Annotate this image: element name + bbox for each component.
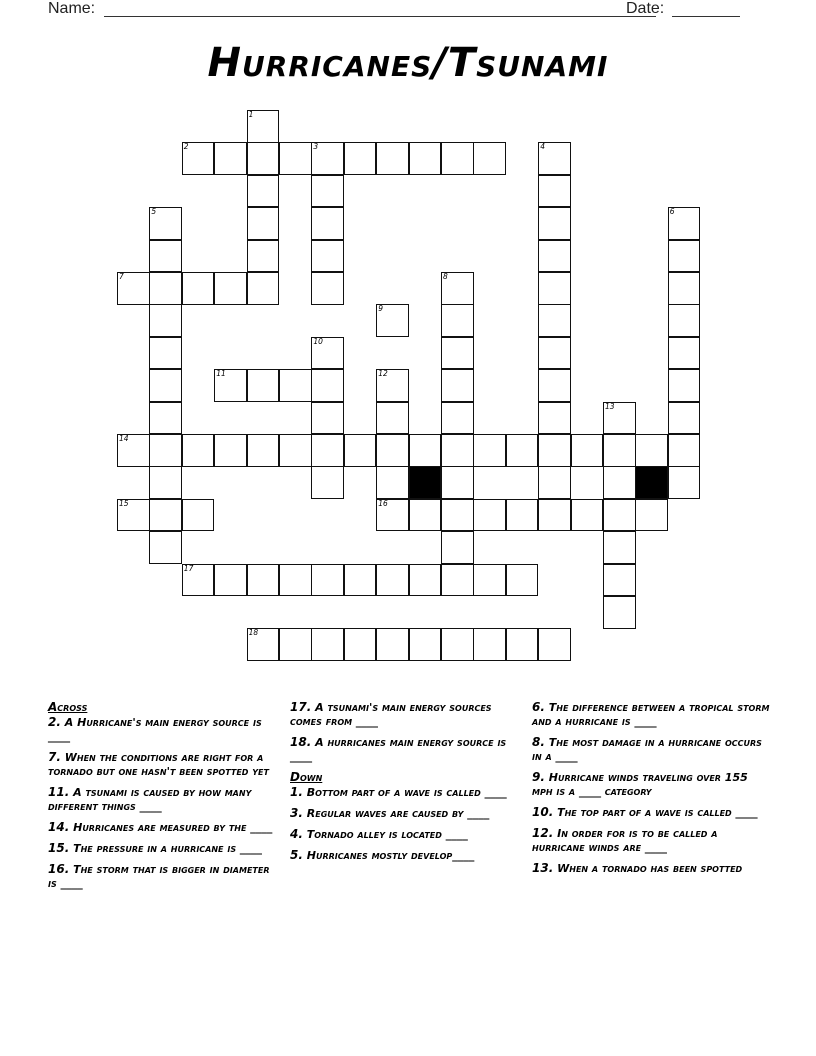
clue-across-14: 14. Hurricanes are measured by the ____ [48,820,273,834]
grid-cell[interactable] [214,142,247,175]
grid-cell[interactable] [538,369,571,402]
grid-cell[interactable] [603,466,636,499]
grid-cell[interactable] [441,466,474,499]
grid-cell[interactable] [441,142,474,175]
grid-cell[interactable] [538,304,571,337]
grid-cell[interactable] [473,142,506,175]
clue-across-2: 2. A Hurricane's main energy source is ____ [48,715,262,743]
grid-cell[interactable] [506,434,539,467]
grid-cell[interactable] [441,564,474,597]
cell-number: 9 [378,304,383,314]
grid-cell[interactable] [603,531,636,564]
grid-cell[interactable] [668,337,701,370]
grid-cell[interactable] [441,272,474,305]
grid-cell[interactable] [571,499,604,532]
grid-cell[interactable] [279,142,312,175]
grid-cell[interactable] [149,531,182,564]
grid-cell[interactable] [376,564,409,597]
grid-cell[interactable] [538,499,571,532]
grid-cell[interactable] [311,402,344,435]
clue-across-7: 7. When the conditions are right for a tornado but one hasn't been spotted yet [48,750,269,778]
grid-cell[interactable] [538,175,571,208]
grid-cell[interactable] [603,596,636,629]
grid-cell[interactable] [311,628,344,661]
cell-number: 4 [540,142,545,152]
grid-cell[interactable] [149,337,182,370]
grid-cell[interactable] [441,304,474,337]
grid-cell[interactable] [311,207,344,240]
grid-cell[interactable] [117,434,150,467]
grid-cell[interactable] [247,272,280,305]
grid-cell[interactable] [182,142,215,175]
cell-number: 8 [443,272,448,281]
puzzle-title: Hurricanes/Tsunami [207,40,609,86]
clue-down-9: 9. Hurricane winds traveling over 155 mph is a ____ category [532,770,748,798]
down-heading: Down [290,770,323,784]
grid-cell[interactable] [376,369,409,402]
grid-cell[interactable] [311,434,344,467]
grid-cell[interactable] [247,175,280,208]
grid-cell[interactable] [668,402,701,435]
clues-column-3 [532,700,772,882]
cell-number: 7 [119,272,124,281]
clue-across-15: 15. The pressure in a hurricane is ____ [48,841,262,855]
grid-cell[interactable] [279,369,312,402]
grid-cell[interactable] [182,272,215,305]
cell-number: 3 [313,142,319,152]
grid-cell[interactable] [311,466,344,499]
grid-cell[interactable] [149,207,182,240]
cell-number: 1 [248,110,254,119]
grid-cell[interactable] [409,564,442,597]
grid-cell[interactable] [538,142,571,175]
grid-cell[interactable] [344,628,377,661]
grid-cell[interactable] [376,499,409,532]
grid-cell[interactable] [149,369,182,402]
name-label: Name: [48,0,96,17]
grid-cell[interactable] [247,207,280,240]
cell-number: 2 [183,142,189,152]
clue-down-1: 1. Bottom part of a wave is called ____ [290,785,507,799]
grid-cell[interactable] [149,499,182,532]
grid-cell[interactable] [247,142,280,175]
grid-cell[interactable] [149,240,182,273]
clue-across-18: 18. A hurricanes main energy source is ____ [290,735,507,763]
grid-cell[interactable] [182,564,215,597]
cell-number: 5 [151,207,157,217]
grid-cell[interactable] [538,402,571,435]
grid-cell[interactable] [214,434,247,467]
grid-cell[interactable] [506,564,539,597]
grid-cell[interactable] [473,499,506,532]
grid-cell[interactable] [376,402,409,435]
grid-cell[interactable] [441,531,474,564]
grid-cell[interactable] [441,369,474,402]
grid-cell[interactable] [214,564,247,597]
grid-cell[interactable] [279,628,312,661]
cell-number: 11 [216,369,226,379]
grid-cell[interactable] [473,628,506,661]
grid-cell[interactable] [376,434,409,467]
cell-number: 16 [378,498,388,508]
grid-cell[interactable] [311,175,344,208]
grid-cell[interactable] [311,369,344,402]
clue-down-3: 3. Regular waves are caused by ____ [290,806,490,820]
black-cell [409,466,442,499]
grid-cell[interactable] [409,434,442,467]
grid-cell[interactable] [376,142,409,175]
grid-cell[interactable] [247,628,280,661]
grid-cell[interactable] [668,207,701,240]
grid-cell[interactable] [149,402,182,435]
grid-cell[interactable] [538,337,571,370]
grid-cell[interactable] [668,304,701,337]
grid-cell[interactable] [311,337,344,370]
grid-cell[interactable] [441,402,474,435]
grid-cell[interactable] [538,434,571,467]
grid-cell[interactable] [149,466,182,499]
grid-cell[interactable] [473,564,506,597]
grid-cell[interactable] [635,434,668,467]
grid-cell[interactable] [279,434,312,467]
grid-cell[interactable] [538,466,571,499]
grid-cell[interactable] [441,628,474,661]
grid-cell[interactable] [538,240,571,273]
grid-cell[interactable] [311,240,344,273]
clue-down-4: 4. Tornado alley is located ____ [290,827,468,841]
clue-down-6: 6. The difference between a tropical storm and a hurricane is ____ [532,700,770,728]
cell-number: 18 [248,628,259,638]
grid-cell[interactable] [603,499,636,532]
clues-column-2 [290,700,520,869]
grid-cell[interactable] [538,628,571,661]
grid-cell[interactable] [182,499,215,532]
grid-cell[interactable] [409,499,442,532]
grid-cell[interactable] [668,434,701,467]
cell-number: 17 [183,563,194,573]
grid-cell[interactable] [571,434,604,467]
grid-cell[interactable] [441,499,474,532]
cell-number: 6 [669,207,675,217]
cell-number: 10 [313,336,323,346]
date-label: Date: [626,0,665,17]
clue-down-12: 12. In order for is to be called a hurricane winds are ____ [532,826,718,854]
grid-cell[interactable] [247,369,280,402]
grid-cell[interactable] [247,110,280,143]
clue-down-10: 10. The top part of a wave is called ____ [532,805,758,819]
grid-cell[interactable] [668,466,701,499]
grid-cell[interactable] [247,434,280,467]
clues-column-1 [48,700,278,897]
grid-cell[interactable] [376,466,409,499]
grid-cell[interactable] [409,142,442,175]
grid-cell[interactable] [344,142,377,175]
grid-cell[interactable] [117,272,150,305]
grid-cell[interactable] [149,272,182,305]
cell-number: 12 [378,369,388,379]
grid-cell[interactable] [182,434,215,467]
grid-cell[interactable] [214,272,247,305]
grid-cell[interactable] [117,499,150,532]
clue-down-13: 13. When a tornado has been spotted [532,861,743,875]
cell-number: 14 [119,434,129,443]
across-heading: Across [48,700,88,714]
clue-down-8: 8. The most damage in a hurricane occurs in a ____ [532,735,762,763]
grid-cell[interactable] [376,304,409,337]
clue-across-11: 11. A tsunami is caused by how many different things ____ [48,785,252,813]
grid-cell[interactable] [473,434,506,467]
grid-cell[interactable] [311,272,344,305]
grid-cell[interactable] [149,434,182,467]
grid-cell[interactable] [538,272,571,305]
grid-cell[interactable] [441,337,474,370]
grid-cell[interactable] [247,564,280,597]
clue-down-5: 5. Hurricanes mostly develop____ [290,848,475,862]
grid-cell[interactable] [409,628,442,661]
grid-cell[interactable] [376,628,409,661]
grid-cell[interactable] [214,369,247,402]
cell-number: 15 [119,498,129,508]
grid-cell[interactable] [311,142,344,175]
grid-cell[interactable] [603,402,636,435]
grid-cell[interactable] [344,564,377,597]
grid-cell[interactable] [279,564,312,597]
grid-cell[interactable] [311,564,344,597]
grid-cell[interactable] [149,304,182,337]
grid-cell[interactable] [603,434,636,467]
grid-cell[interactable] [344,434,377,467]
grid-cell[interactable] [603,564,636,597]
clue-across-17: 17. A tsunami's main energy sources comes from ____ [290,700,492,728]
grid-cell[interactable] [247,240,280,273]
grid-cell[interactable] [506,499,539,532]
grid-cell[interactable] [441,434,474,467]
grid-cell[interactable] [506,628,539,661]
grid-cell[interactable] [668,272,701,305]
grid-cell[interactable] [538,207,571,240]
grid-cell[interactable] [668,240,701,273]
grid-cell[interactable] [668,369,701,402]
clue-across-16: 16. The storm that is bigger in diameter is ____ [48,862,270,890]
cell-number: 13 [605,401,615,411]
grid-cell[interactable] [635,499,668,532]
black-cell [635,466,668,499]
